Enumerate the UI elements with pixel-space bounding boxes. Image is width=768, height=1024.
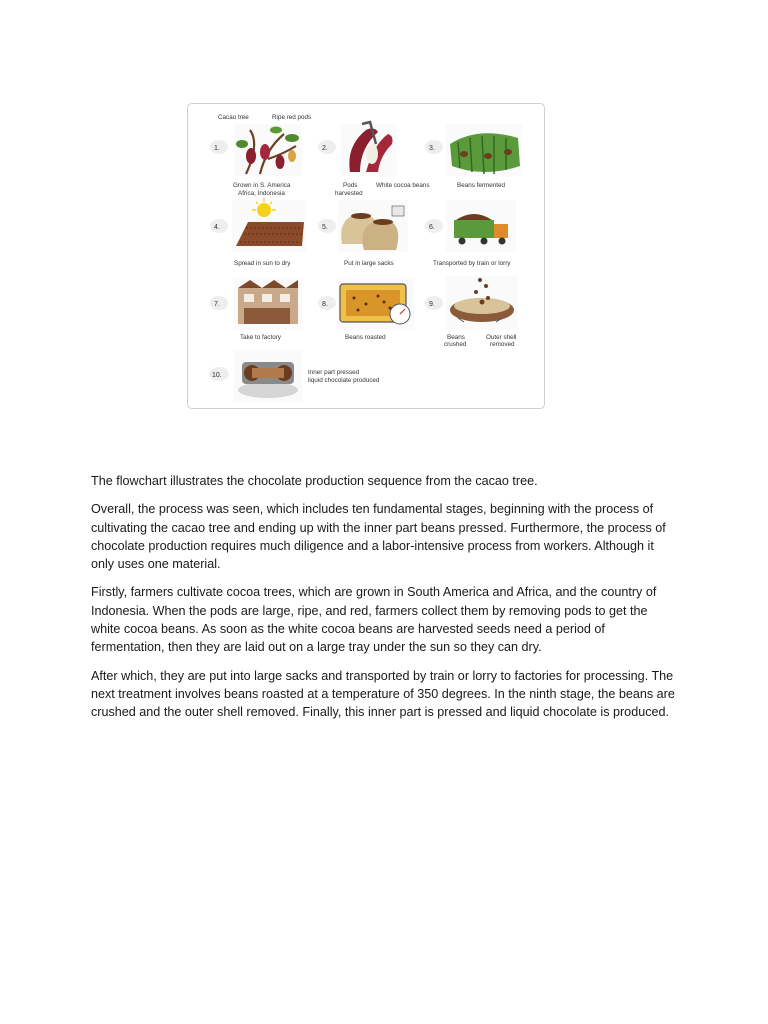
label-pressed-line1: Inner part pressed: [308, 369, 360, 376]
label-grown-line1: Grown in S. America: [233, 182, 291, 189]
label-spread: Spread in sun to dry: [234, 260, 291, 267]
paragraph-overview: Overall, the process was seen, which includes ten fundamental stages, beginning with the process of cultivating the cacao tree and ending up with the inner part beans pressed. Furthermore, the process of chocolate production requires much diligence and a labor-intensive process from workers. Although it only uses one material.: [91, 502, 666, 572]
step-4-badge: [210, 219, 228, 233]
lorry-icon: [446, 200, 516, 252]
paragraph-later-stages: After which, they are put into large sacks and transported by train or lorry to factories for processing. The next treatment involves beans roasted at a temperature of 350 degrees. In the ninth stage, the beans are crushed and the outer shell removed. Finally, this inner part is pressed and liquid chocolate is produced.: [91, 668, 675, 720]
roasting-icon: [338, 278, 414, 330]
label-sacks: Put in large sacks: [344, 260, 394, 267]
label-fermented: Beans fermented: [457, 182, 505, 189]
label-shell-line1: Outer shell: [486, 334, 517, 341]
step-3-number: 3.: [429, 145, 435, 152]
step-2-badge: [318, 140, 336, 154]
fermented-beans-icon: [446, 124, 522, 176]
sacks-icon: [338, 200, 408, 252]
paragraph-first-stages: Firstly, farmers cultivate cocoa trees, which are grown in South America and Africa, and the country of Indonesia. When the pods are large, ripe, and red, farmers collect them by removing pods to get the white cocoa beans. As soon as the white cocoa beans are harvested seeds need a period of fermentation, then they are laid out on a large tray under the sun so they can dry.: [91, 585, 657, 655]
press-icon: [234, 350, 302, 402]
cacao-tree-icon: [234, 124, 302, 176]
step-10-number: 10.: [212, 372, 222, 379]
label-crushed-line1: Beans: [447, 334, 465, 341]
label-grown-line2: Africa, Indonesia: [238, 190, 285, 197]
step-6-badge: [425, 219, 443, 233]
label-shell-line2: removed: [490, 341, 515, 348]
essay-body: [91, 472, 679, 732]
step-6-number: 6.: [429, 224, 435, 231]
label-pods-line2: harvested: [335, 190, 363, 197]
flowchart-canvas: [188, 104, 546, 410]
label-white-beans: White cocoa beans: [376, 182, 430, 189]
label-pods-line1: Pods: [343, 182, 358, 189]
step-3-badge: [425, 140, 443, 154]
label-cacao-tree: Cacao tree: [218, 114, 249, 121]
label-factory: Take to factory: [240, 334, 281, 341]
label-transported: Transported by train or lorry: [433, 260, 511, 267]
step-8-number: 8.: [322, 301, 328, 308]
label-pressed-line2: liquid chocolate produced: [308, 377, 380, 384]
step-8-badge: [318, 296, 336, 310]
step-7-badge: [210, 296, 228, 310]
label-crushed-line2: crushed: [444, 341, 467, 348]
step-1-number: 1.: [214, 145, 220, 152]
step-9-badge: [425, 296, 443, 310]
label-ripe-pods: Ripe red pods: [272, 114, 312, 121]
step-10-badge: [209, 367, 229, 381]
sun-drying-icon: [232, 198, 306, 252]
pod-harvest-icon: [341, 122, 397, 176]
step-1-badge: [210, 140, 228, 154]
step-9-number: 9.: [429, 301, 435, 308]
step-2-number: 2.: [322, 145, 328, 152]
paragraph-intro: The flowchart illustrates the chocolate production sequence from the cacao tree.: [91, 474, 538, 488]
factory-icon: [234, 278, 302, 330]
step-5-badge: [318, 219, 336, 233]
label-roasted: Beans roasted: [345, 334, 386, 341]
process-flowchart: [187, 103, 545, 409]
step-7-number: 7.: [214, 301, 220, 308]
step-5-number: 5.: [322, 224, 328, 231]
crushing-icon: [446, 276, 518, 330]
step-4-number: 4.: [214, 224, 220, 231]
